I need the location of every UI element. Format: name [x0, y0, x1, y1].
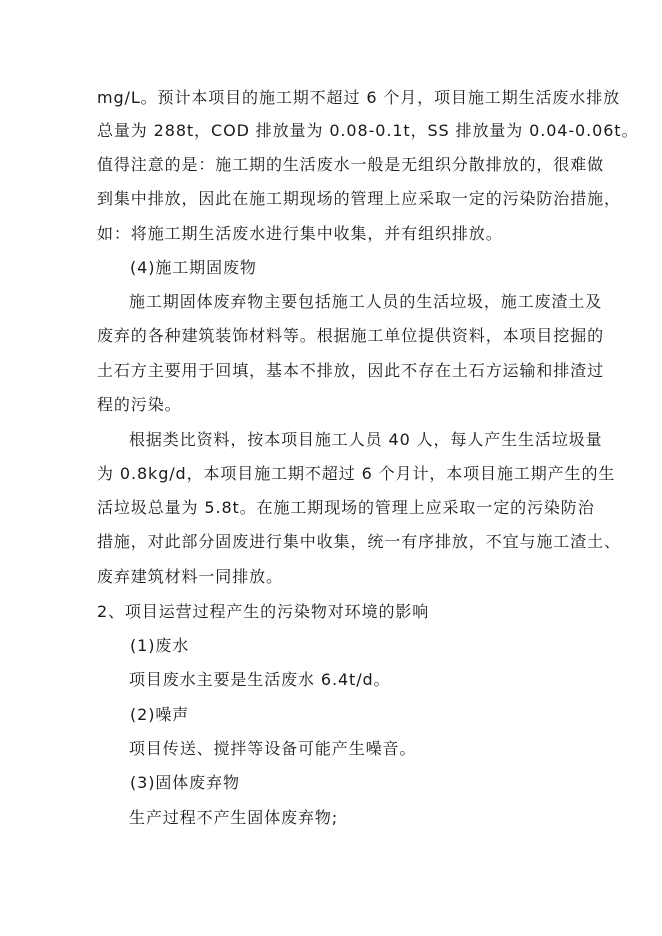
text-line-20: 项目传送、搅拌等设备可能产生噪音。 [129, 739, 417, 758]
text-line-2: 总量为 288t，COD 排放量为 0.08-0.1t，SS 排放量为 0.04-0.06t。 [97, 121, 639, 140]
text-line-10: 程的污染。 [97, 395, 182, 414]
text-line-3: 值得注意的是：施工期的生活废水一般是无组织分散排放的，很难做 [97, 155, 605, 174]
text-line-11: 根据类比资料，按本项目施工人员 40 人，每人产生生活垃圾量 [129, 430, 603, 449]
subheading-noise: (2)噪声 [130, 705, 190, 724]
text-line-18: 项目废水主要是生活废水 6.4t/d。 [129, 670, 391, 689]
text-line-14: 措施，对此部分固废进行集中收集，统一有序排放，不宜与施工渣土、 [97, 532, 621, 551]
text-line-22: 生产过程不产生固体废弃物; [129, 808, 339, 827]
text-line-8: 废弃的各种建筑装饰材料等。根据施工单位提供资料，本项目挖掘的 [97, 326, 605, 345]
text-line-15: 废弃建筑材料一同排放。 [97, 567, 283, 586]
subheading-wastewater: (1)废水 [130, 636, 190, 655]
text-line-13: 活垃圾总量为 5.8t。在施工期现场的管理上应采取一定的污染防治 [97, 498, 595, 517]
text-line-5: 如：将施工期生活废水进行集中收集，并有组织排放。 [97, 224, 503, 243]
text-line-7: 施工期固体废弃物主要包括施工人员的生活垃圾，施工废渣土及 [129, 292, 603, 311]
text-line-1: mg/L。预计本项目的施工期不超过 6 个月，项目施工期生活废水排放 [97, 88, 620, 107]
section-heading-operation-impact: 2、项目运营过程产生的污染物对环境的影响 [97, 602, 430, 621]
text-line-9: 土石方主要用于回填，基本不排放，因此不存在土石方运输和排渣过 [97, 361, 605, 380]
subheading-solid-waste: (3)固体废弃物 [130, 773, 240, 792]
text-line-4: 到集中排放，因此在施工期现场的管理上应采取一定的污染防治措施， [97, 189, 621, 208]
section-heading-construction-waste: (4)施工期固废物 [130, 258, 257, 277]
text-line-12: 为 0.8kg/d，本项目施工期不超过 6 个月计，本项目施工期产生的生 [97, 464, 616, 483]
